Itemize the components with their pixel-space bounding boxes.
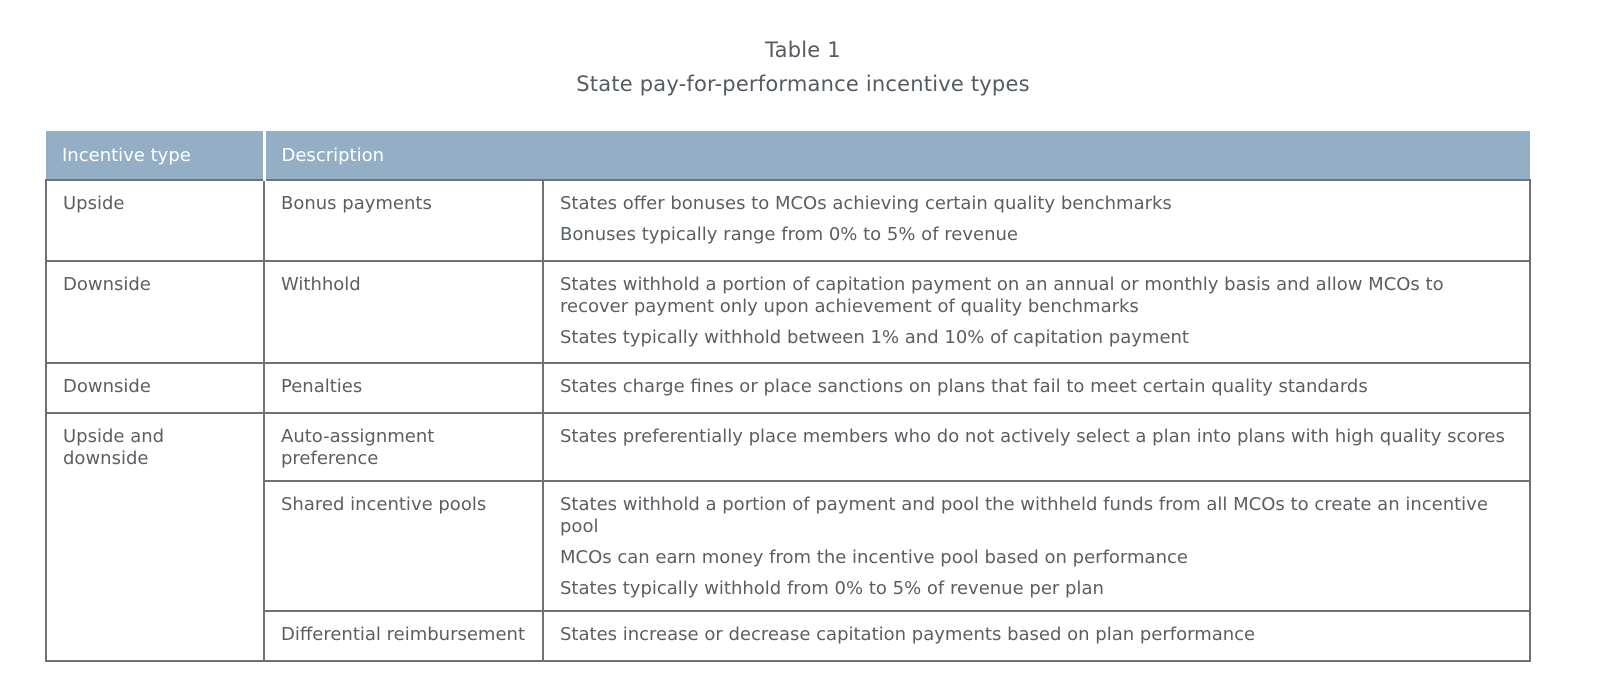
detail-line: States offer bonuses to MCOs achieving certain quality benchmarks: [560, 193, 1172, 214]
table-row: [46, 180, 1530, 261]
details-cell: [543, 413, 1530, 481]
detail-line: States preferentially place members who do not actively select a plan into plans with high quality scores: [560, 426, 1505, 447]
table-label: Table 1: [765, 38, 841, 62]
details-cell: [543, 481, 1530, 611]
mechanism-cell: Bonus payments: [264, 180, 543, 261]
incentive-type-cell: Upside: [46, 180, 264, 261]
table-header-row: [46, 131, 1530, 180]
mechanism-cell: Differential reimbursement: [264, 611, 543, 661]
detail-line: States charge fines or place sanctions on plans that fail to meet certain quality standards: [560, 376, 1368, 397]
header-description: Description: [264, 131, 1530, 180]
table-row: [46, 363, 1530, 413]
table-row: [46, 481, 1530, 611]
detail-line: States increase or decrease capitation payments based on plan performance: [560, 624, 1256, 645]
table-row: [46, 611, 1530, 661]
mechanism-cell: Penalties: [264, 363, 543, 413]
mechanism-cell: Shared incentive pools: [264, 481, 543, 611]
detail-line: MCOs can earn money from the incentive pool based on performance: [560, 547, 1188, 568]
detail-line: States withhold a portion of capitation payment on an annual or monthly basis and allow MCOs to recover payment only upon achievement of quality benchmarks: [560, 274, 1444, 317]
incentive-type-cell: Upside and downside: [46, 413, 264, 661]
table-title: State pay-for-performance incentive types: [576, 72, 1030, 96]
detail-line: States typically withhold from 0% to 5% of revenue per plan: [560, 578, 1104, 599]
incentive-types-table: [45, 131, 1531, 662]
table-row: [46, 261, 1530, 363]
details-cell: [543, 261, 1530, 363]
table-row: [46, 413, 1530, 481]
detail-line: Bonuses typically range from 0% to 5% of revenue: [560, 224, 1018, 245]
details-cell: [543, 363, 1530, 413]
incentive-type-cell: Downside: [46, 363, 264, 413]
header-incentive-type: Incentive type: [46, 131, 264, 180]
detail-line: States withhold a portion of payment and pool the withheld funds from all MCOs to create an incentive pool: [560, 494, 1488, 537]
mechanism-cell: Withhold: [264, 261, 543, 363]
mechanism-cell: Auto-assignment preference: [264, 413, 543, 481]
details-cell: [543, 611, 1530, 661]
detail-line: States typically withhold between 1% and 10% of capitation payment: [560, 327, 1189, 348]
details-cell: [543, 180, 1530, 261]
incentive-type-cell: Downside: [46, 261, 264, 363]
